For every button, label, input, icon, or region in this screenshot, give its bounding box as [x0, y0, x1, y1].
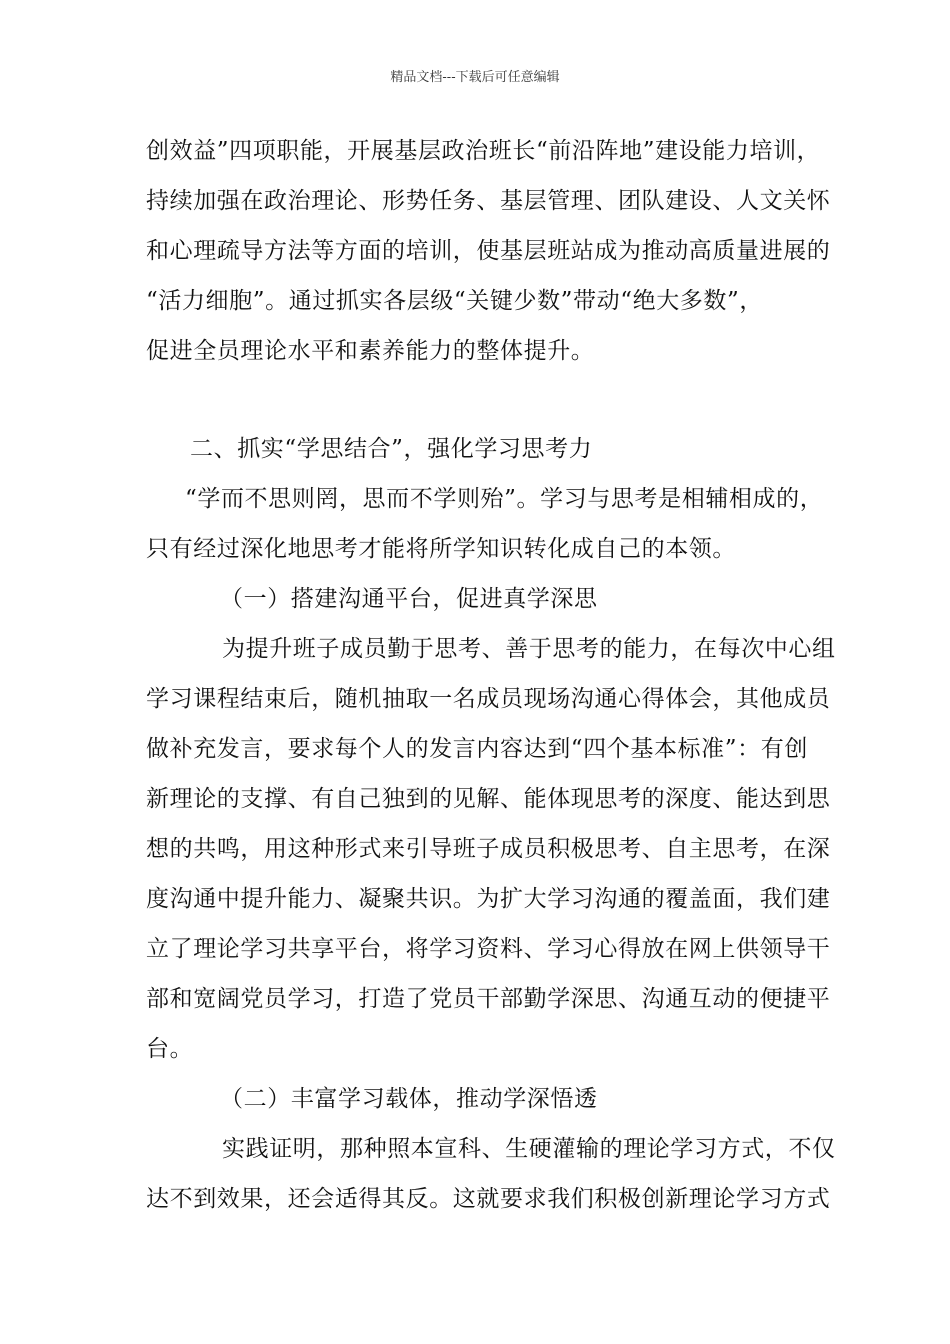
text-line: 只有经过深化地思考才能将所学知识转化成自己的本领。 — [146, 536, 736, 562]
page-header: 精品文档---下载后可任意编辑 — [390, 70, 560, 85]
text-line: 想的共鸣，用这种形式来引导班子成员积极思考、自主思考，在深 — [146, 836, 831, 862]
text-line: 部和宽阔党员学习，打造了党员干部勤学深思、沟通互动的便捷平 — [146, 986, 831, 1012]
text-line: 做补充发言，要求每个人的发言内容达到“四个基本标准”：有创 — [146, 736, 808, 762]
text-line: “学而不思则罔，思而不学则殆”。学习与思考是相辅相成的， — [185, 486, 824, 512]
text-line: 创效益”四项职能，开展基层政治班长“前沿阵地”建设能力培训， — [146, 138, 821, 164]
subsection-heading: （二）丰富学习载体，推动学深悟透 — [220, 1086, 598, 1112]
text-line: 学习课程结束后，随机抽取一名成员现场沟通心得体会，其他成员 — [146, 686, 831, 712]
text-line: 达不到效果，还会适得其反。这就要求我们积极创新理论学习方式 — [146, 1186, 831, 1212]
text-line: 持续加强在政治理论、形势任务、基层管理、团队建设、人文关怀 — [146, 188, 831, 214]
text-line: 新理论的支撑、有自己独到的见解、能体现思考的深度、能达到思 — [146, 786, 831, 812]
section-heading: 二、抓实“学思结合”，强化学习思考力 — [190, 436, 593, 462]
text-line: 实践证明，那种照本宣科、生硬灌输的理论学习方式，不仅 — [222, 1136, 836, 1162]
text-line: 促进全员理论水平和素养能力的整体提升。 — [146, 338, 595, 364]
text-line: 和心理疏导方法等方面的培训，使基层班站成为推动高质量进展的 — [146, 238, 831, 264]
text-line: 立了理论学习共享平台，将学习资料、学习心得放在网上供领导干 — [146, 936, 831, 962]
text-line: 台。 — [146, 1036, 194, 1062]
text-line: 为提升班子成员勤于思考、善于思考的能力，在每次中心组 — [222, 636, 836, 662]
text-line: “活力细胞”。通过抓实各层级“关键少数”带动“绝大多数”， — [146, 288, 763, 314]
subsection-heading: （一）搭建沟通平台，促进真学深思 — [220, 586, 598, 612]
text-line: 度沟通中提升能力、凝聚共识。为扩大学习沟通的覆盖面，我们建 — [146, 886, 831, 912]
